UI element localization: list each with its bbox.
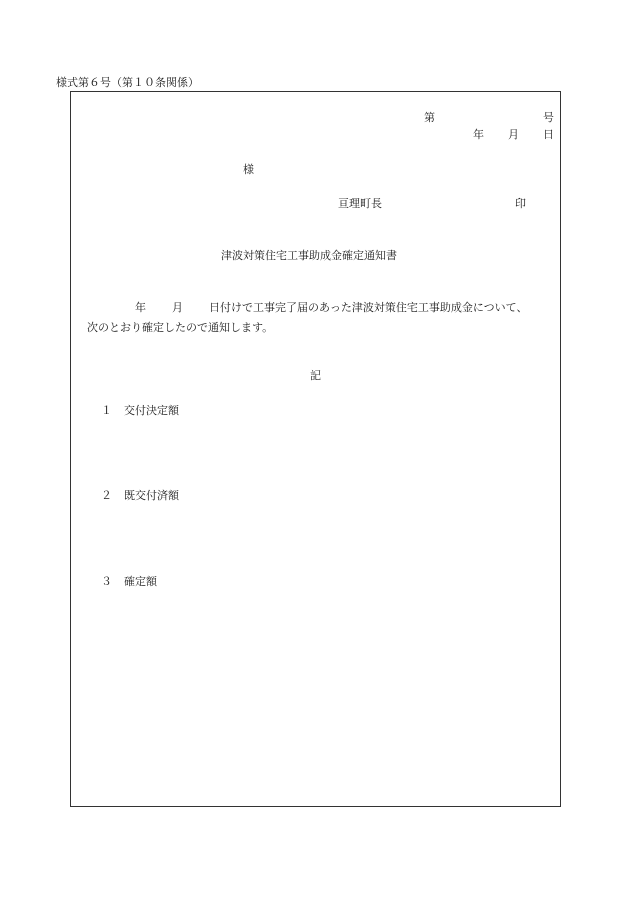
date-day-label: 日 xyxy=(543,128,554,141)
number-suffix: 号 xyxy=(543,111,554,124)
body-sentence-part2: 次のとおり確定したので通知します。 xyxy=(87,321,274,334)
item-label: 既交付済額 xyxy=(124,489,179,502)
form-label: 様式第６号（第１０条関係） xyxy=(56,76,199,89)
body-paragraph xyxy=(87,298,557,338)
item-number: ２ xyxy=(101,489,112,502)
addressee-suffix: 様 xyxy=(243,163,254,176)
document-title: 津波対策住宅工事助成金確定通知書 xyxy=(221,249,397,262)
ki-label: 記 xyxy=(310,369,321,382)
body-sentence-part1: 日付けで工事完了届のあった津波対策住宅工事助成金について、 xyxy=(209,301,528,314)
date-year-label: 年 xyxy=(473,128,484,141)
item-label: 確定額 xyxy=(124,575,157,588)
number-prefix: 第 xyxy=(424,111,435,124)
item-label: 交付決定額 xyxy=(124,404,179,417)
item-number: １ xyxy=(101,404,112,417)
document-frame xyxy=(70,91,561,807)
date-month-label: 月 xyxy=(508,128,519,141)
issuer-title: 亘理町長 xyxy=(338,197,382,210)
body-year-label: 年 xyxy=(135,301,146,314)
body-month-label: 月 xyxy=(172,301,183,314)
seal-mark: 印 xyxy=(515,197,526,210)
item-number: ３ xyxy=(101,575,112,588)
